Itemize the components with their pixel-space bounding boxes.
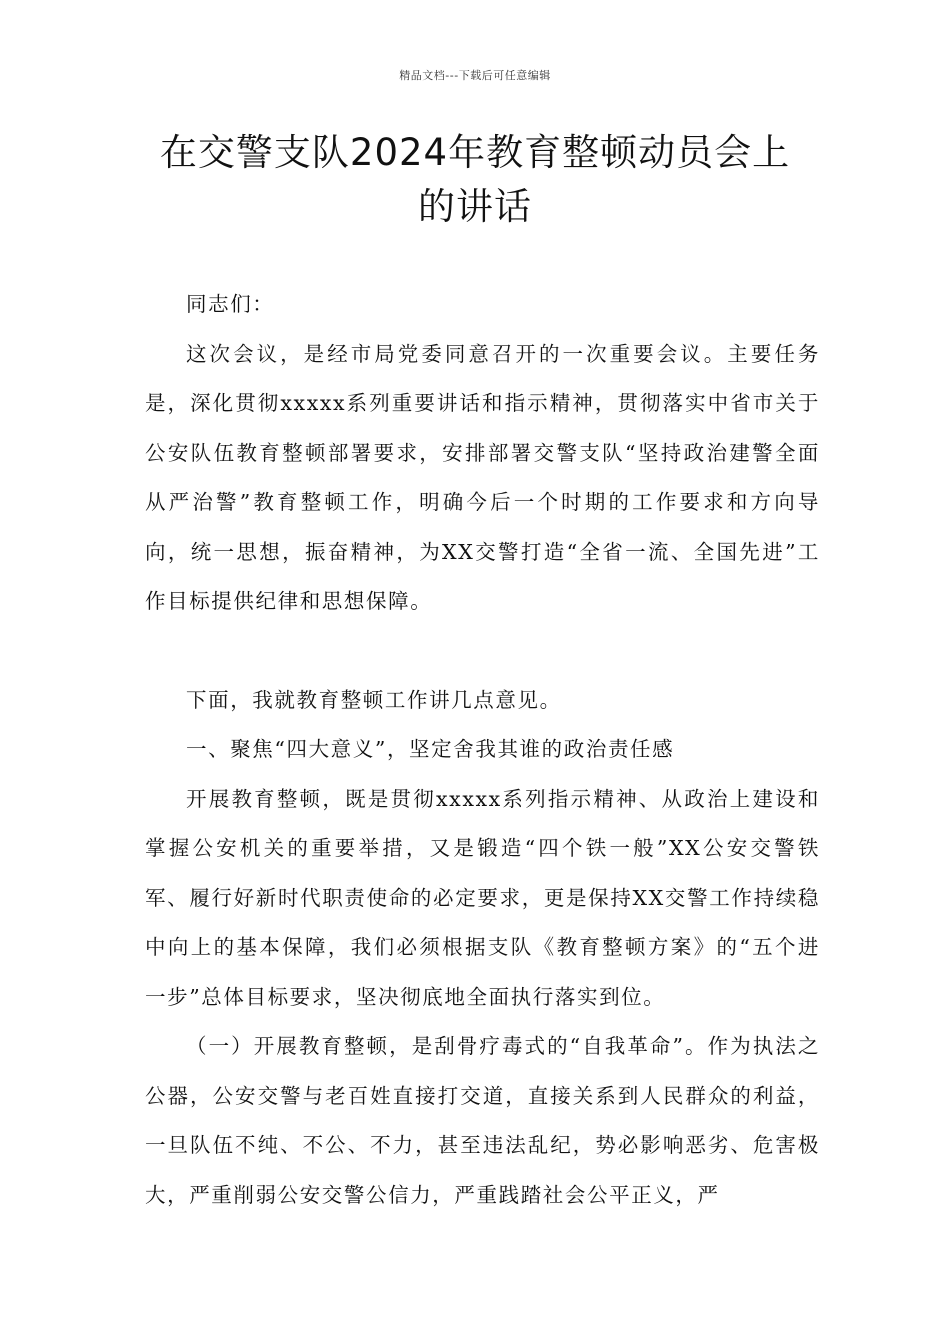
title-line-2: 的讲话 [418,185,532,228]
section-heading-1: 一、聚焦“四大意义”，坚定舍我其谁的政治责任感 [186,737,675,761]
paragraph-section-1: 开展教育整顿，既是贯彻xxxxx系列指示精神、从政治上建设和掌握公安机关的重要举措，又是锻造“四个铁一般”XX公安交警铁军、履行好新时代职责使命的必定要求，更是保持XX交警工作持续稳中向上的基本保障，我们必须根据支队《教育整顿方案》的“五个进一步”总体目标要求，坚决彻底地全面执行落实到位。 [145,786,820,1009]
paragraph-subsection-1: （一）开展教育整顿，是刮骨疗毒式的“自我革命”。作为执法之公器，公安交警与老百姓直接打交道，直接关系到人民群众的利益，一旦队伍不纯、不公、不力，甚至违法乱纪，势必影响恶劣、危害极大，严重削弱公安交警公信力，严重践踏社会公平正义，严 [145,1034,820,1207]
paragraph-transition: 下面，我就教育整顿工作讲几点意见。 [186,687,562,712]
title-line-1: 在交警支队2024年教育整顿动员会上 [159,131,791,174]
header-note: 精品文档---下载后可任意编辑 [399,69,551,82]
document-body [145,280,820,1220]
paragraph-intro: 这次会议，是经市局党委同意召开的一次重要会议。主要任务是，深化贯彻xxxxx系列重要讲话和指示精神，贯彻落实中省市关于公安队伍教育整顿部署要求，安排部署交警支队“坚持政治建警全面从严治警”教育整顿工作，明确今后一个时期的工作要求和方向导向，统一思想，振奋精神，为XX交警打造“全省一流、全国先进”工作目标提供纪律和思想保障。 [145,341,820,613]
salutation: 同志们： [186,292,275,316]
document-title [140,126,810,234]
